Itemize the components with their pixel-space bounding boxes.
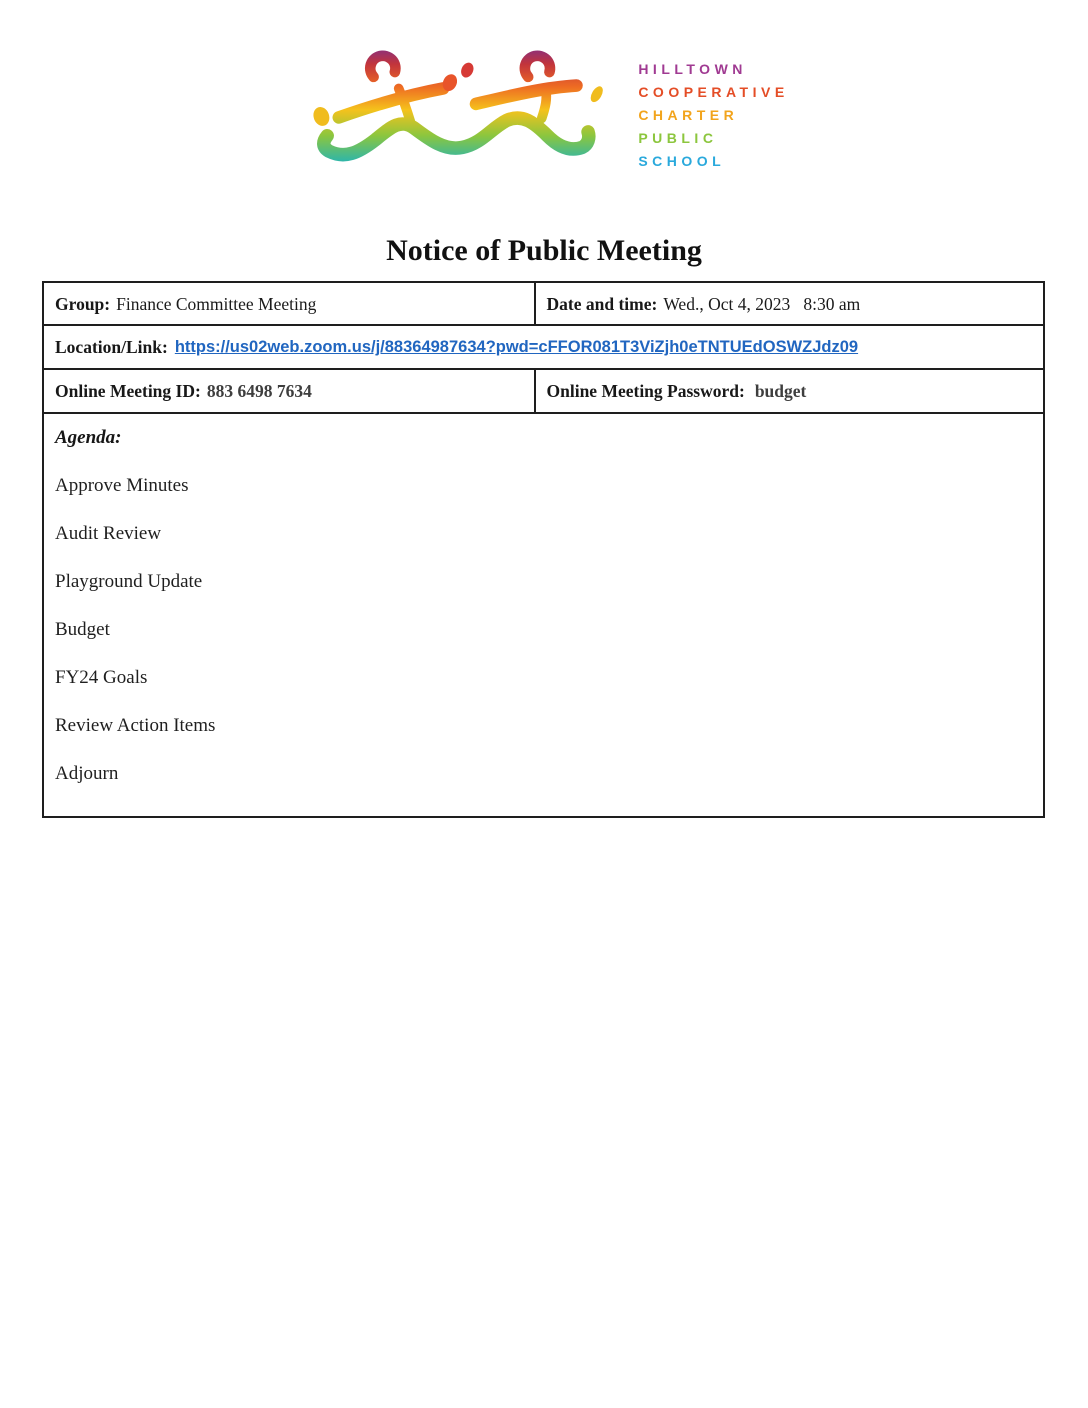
password-label: Online Meeting Password: [546, 381, 745, 401]
location-label: Location/Link: [55, 337, 168, 357]
figure2-body [542, 88, 547, 118]
group-value: Finance Committee Meeting [116, 293, 317, 314]
agenda-item: Review Action Items [55, 715, 216, 736]
agenda-item: Approve Minutes [55, 475, 189, 496]
password-value: budget [754, 381, 807, 401]
agenda-item: FY24 Goals [55, 667, 148, 688]
page-title: Notice of Public Meeting [386, 234, 702, 267]
group-label: Group: [55, 293, 111, 314]
figure1-arm [339, 88, 443, 117]
table-row [44, 368, 1043, 412]
datetime-value: Wed., Oct 4, 2023 8:30 am [663, 293, 861, 314]
agenda-item: Audit Review [55, 523, 162, 544]
meeting-id-value: 883 6498 7634 [206, 381, 312, 401]
logo-text-line: HILLTOWN [638, 60, 747, 77]
figure1-head [371, 55, 396, 76]
logo-text-line: COOPERATIVE [638, 83, 789, 100]
meeting-details-table [42, 281, 1045, 818]
datetime-cell [536, 283, 1044, 324]
agenda-item: Budget [55, 619, 110, 640]
datetime-label: Date and time: [546, 293, 658, 314]
logo-text-line: SCHOOL [638, 152, 726, 169]
zoom-meeting-link[interactable]: https://us02web.zoom.us/j/88364987634?pwd=cFFOR081T3ViZjh0eTNTUEdOSWZJdz09 [174, 338, 859, 356]
agenda-heading: Agenda: [55, 427, 122, 448]
meeting-id-cell [44, 370, 536, 412]
school-name [638, 58, 788, 173]
password-cell [536, 370, 1044, 412]
logo-text-line: CHARTER [638, 106, 739, 123]
table-row [44, 412, 1043, 816]
agenda-item: Playground Update [55, 571, 203, 592]
table-row [44, 324, 1043, 368]
agenda-item: Adjourn [55, 763, 119, 784]
logo-text-line: PUBLIC [638, 129, 718, 146]
figures-legs-wave [324, 117, 589, 154]
meeting-id-label: Online Meeting ID: [55, 381, 201, 401]
group-cell [44, 283, 536, 324]
agenda-cell [44, 414, 1043, 816]
figure2-head [525, 55, 550, 76]
school-logo [0, 0, 1088, 188]
location-cell [44, 326, 1043, 368]
figure2-arm [476, 85, 576, 103]
dancing-figures-logo-mark [299, 44, 624, 187]
table-row [44, 283, 1043, 324]
